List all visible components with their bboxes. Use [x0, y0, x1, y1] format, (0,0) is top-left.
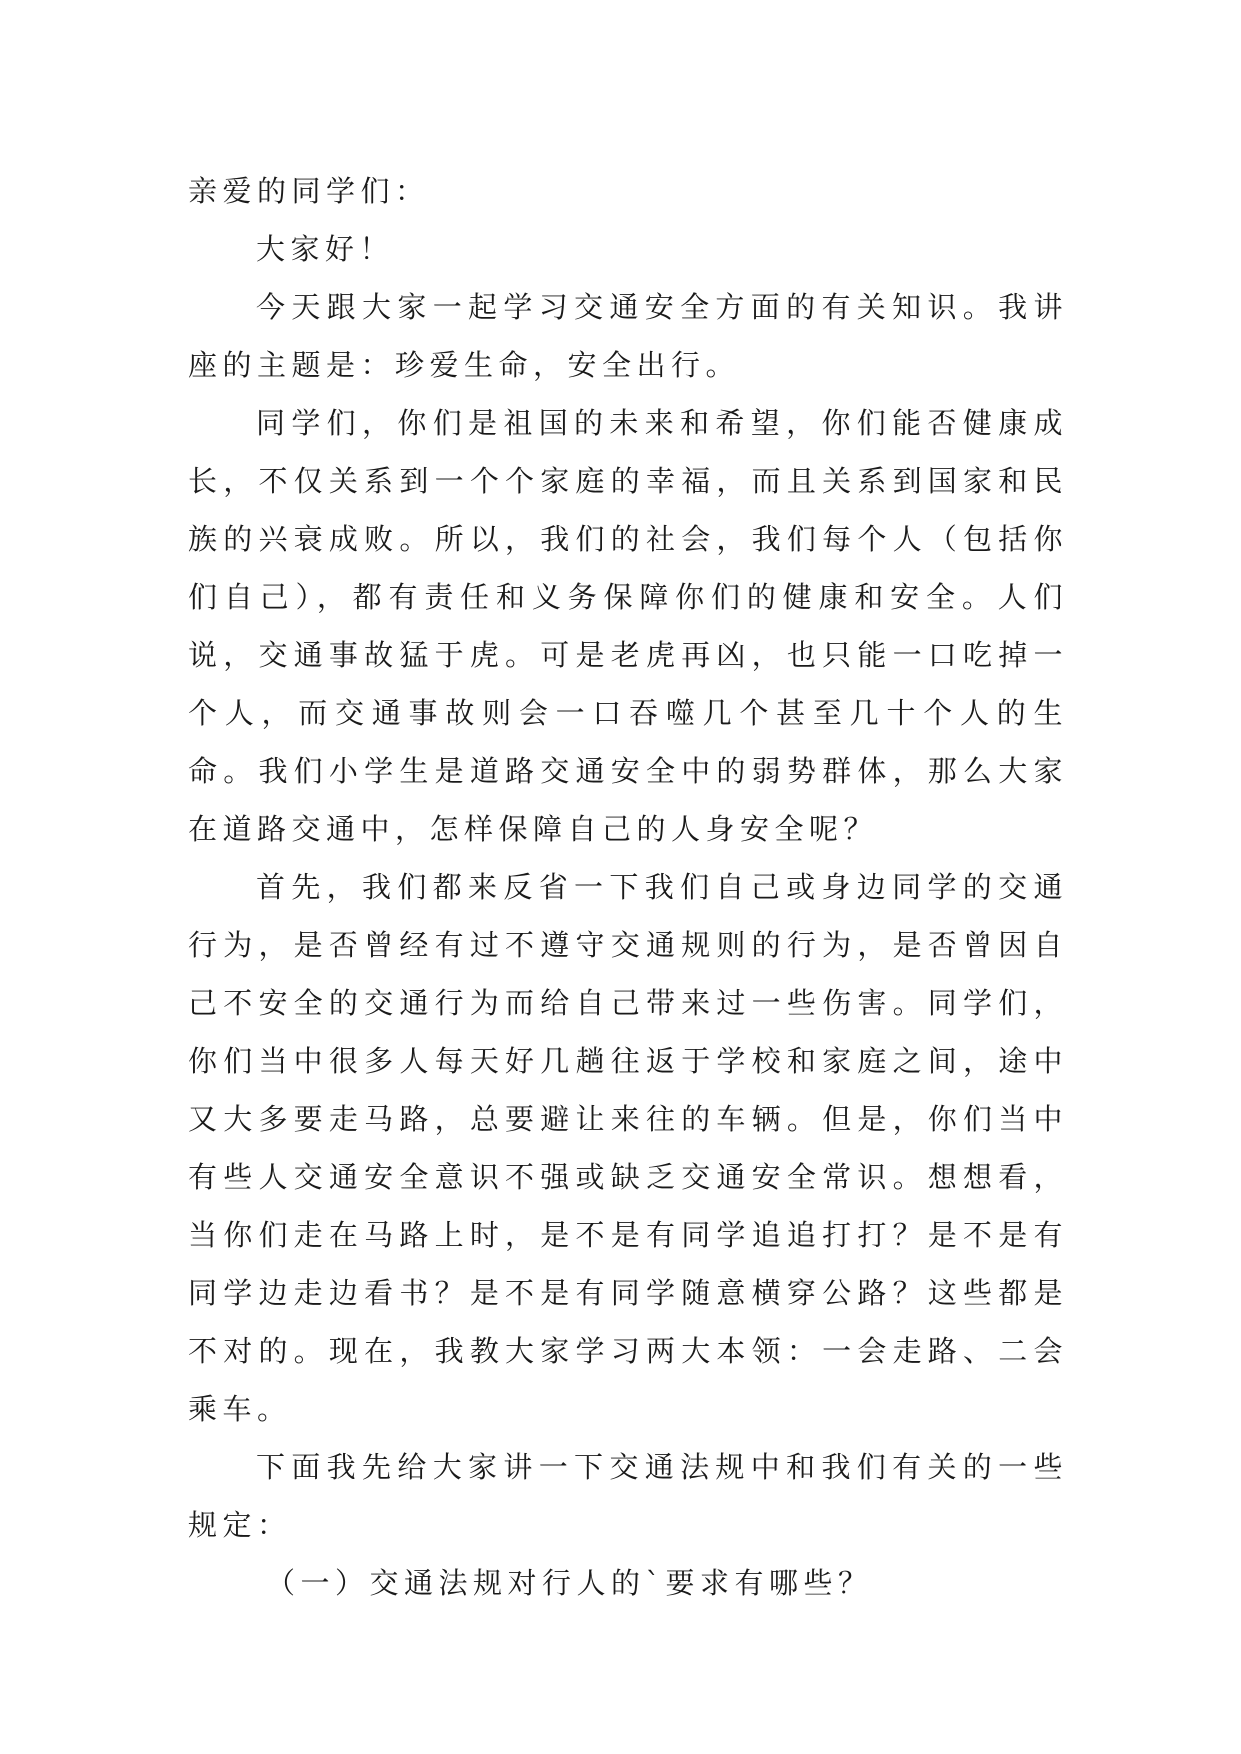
paragraph-importance: 同学们，你们是祖国的未来和希望，你们能否健康成长，不仅关系到一个个家庭的幸福，而且关系到国家和民族的兴衰成败。所以，我们的社会，我们每个人（包括你们自己），都有责任和义务保障你们的健康和安全。人们说，交通事故猛于虎。可是老虎再凶，也只能一口吃掉一个人，而交通事故则会一口吞噬几个甚至几十个人的生命。我们小学生是道路交通安全中的弱势群体，那么大家在道路交通中，怎样保障自己的人身安全呢？	[188, 406, 1068, 846]
greeting-line: 大家好！	[256, 232, 395, 266]
paragraph-reflection: 首先，我们都来反省一下我们自己或身边同学的交通行为，是否曾经有过不遵守交通规则的行为，是否曾因自己不安全的交通行为而给自己带来过一些伤害。同学们，你们当中很多人每天好几趟往返于学校和家庭之间，途中又大多要走马路，总要避让来往的车辆。但是，你们当中有些人交通安全意识不强或缺乏交通安全常识。想想看，当你们走在马路上时，是不是有同学追追打打？是不是有同学边走边看书？是不是有同学随意横穿公路？这些都是不对的。现在，我教大家学习两大本领：一会走路、二会乘车。	[188, 870, 1068, 1426]
paragraph-regulations-intro: 下面我先给大家讲一下交通法规中和我们有关的一些规定：	[188, 1450, 1068, 1542]
paragraph-intro: 今天跟大家一起学习交通安全方面的有关知识。我讲座的主题是：珍爱生命，安全出行。	[188, 290, 1068, 382]
salutation: 亲爱的同学们：	[188, 174, 430, 208]
document-body	[188, 162, 1068, 1612]
section-heading: （一）交通法规对行人的`要求有哪些？	[266, 1566, 873, 1600]
